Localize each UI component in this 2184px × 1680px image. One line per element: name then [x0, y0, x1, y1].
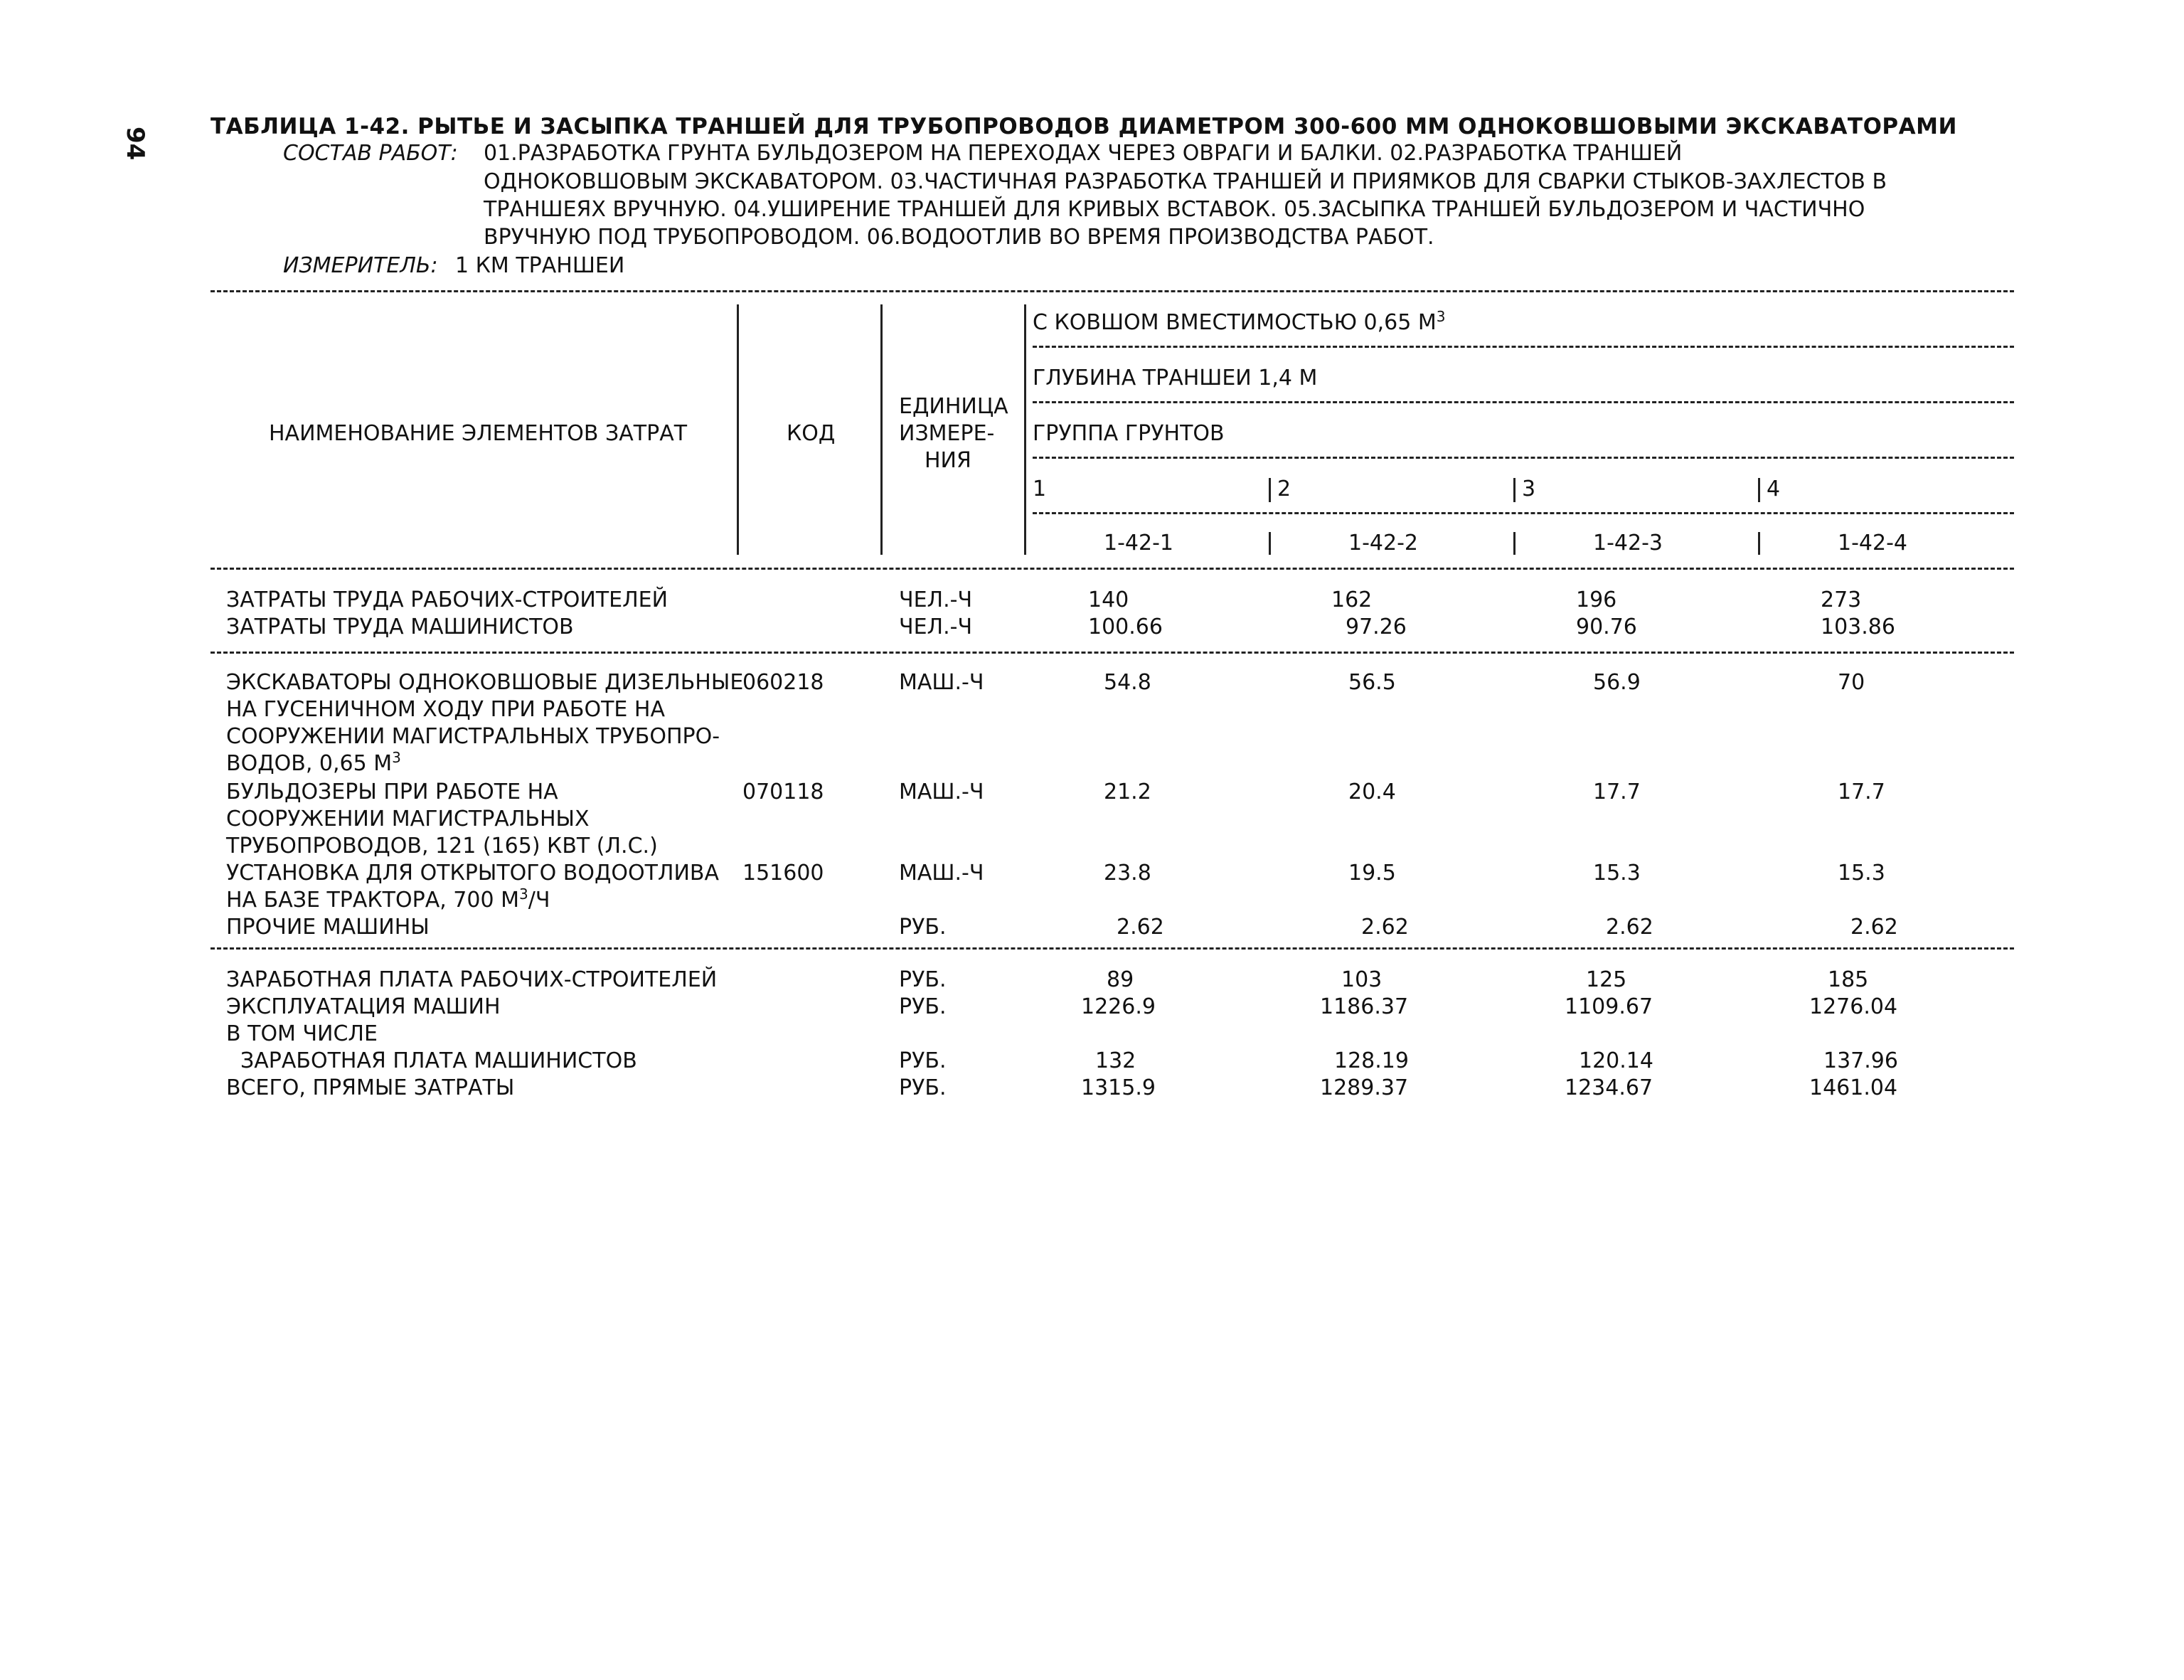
row-bulldozer-name-1: БУЛЬДОЗЕРЫ ПРИ РАБОТЕ НА — [226, 780, 558, 804]
page-number: 94 — [121, 127, 149, 161]
group-divider-3 — [1513, 478, 1516, 502]
header-rule-1 — [1033, 346, 2014, 348]
row-other-machines-v1: 2.62 — [1117, 915, 1164, 940]
measure-label: ИЗМЕРИТЕЛЬ: — [283, 253, 438, 278]
group-4: 4 — [1767, 477, 1781, 501]
row-labor-operators-v2: 97.26 — [1346, 615, 1407, 639]
header-rule-4 — [1033, 512, 2014, 514]
code-divider-4 — [1758, 532, 1760, 555]
code-divider-2 — [1269, 532, 1271, 555]
header-code: КОД — [787, 421, 836, 446]
row-labor-workers-unit: ЧЕЛ.-Ч — [899, 588, 973, 612]
row-bulldozer-code: 070118 — [742, 780, 824, 804]
row-machine-operation-v3: 1109.67 — [1565, 994, 1653, 1019]
row-drainage-unit: МАШ.-Ч — [899, 861, 984, 886]
header-divider-name — [737, 304, 739, 555]
header-name: НАИМЕНОВАНИЕ ЭЛЕМЕНТОВ ЗАТРАТ — [269, 421, 688, 446]
row-machine-operation-unit: РУБ. — [899, 994, 947, 1019]
header-divider-code — [880, 304, 883, 555]
row-total-direct-v4: 1461.04 — [1809, 1075, 1898, 1100]
code-1-42-2: 1-42-2 — [1348, 531, 1418, 555]
row-drainage-v4: 15.3 — [1838, 861, 1885, 886]
row-wages-operators-v3: 120.14 — [1579, 1048, 1653, 1073]
row-excavator-v1: 54.8 — [1104, 670, 1151, 695]
row-machine-operation-v4: 1276.04 — [1809, 994, 1898, 1019]
row-labor-workers-v2: 162 — [1331, 588, 1373, 612]
row-excavator-name-2: НА ГУСЕНИЧНОМ ХОДУ ПРИ РАБОТЕ НА — [226, 697, 666, 722]
group-divider-4 — [1758, 478, 1760, 502]
row-wages-operators-v4: 137.96 — [1823, 1048, 1898, 1073]
row-drainage-v2: 19.5 — [1348, 861, 1396, 886]
row-total-direct-v2: 1289.37 — [1320, 1075, 1409, 1100]
group-divider-2 — [1269, 478, 1271, 502]
row-excavator-name-1: ЭКСКАВАТОРЫ ОДНОКОВШОВЫЕ ДИЗЕЛЬНЫЕ — [226, 670, 744, 695]
row-bulldozer-v4: 17.7 — [1838, 780, 1885, 804]
row-total-direct-unit: РУБ. — [899, 1075, 947, 1100]
row-labor-workers-v3: 196 — [1576, 588, 1617, 612]
row-other-machines-v2: 2.62 — [1361, 915, 1409, 940]
row-excavator-v3: 56.9 — [1593, 670, 1641, 695]
row-excavator-code: 060218 — [742, 670, 824, 695]
code-1-42-3: 1-42-3 — [1593, 531, 1663, 555]
header-soil-group: ГРУППА ГРУНТОВ — [1033, 421, 1225, 446]
measure-value: 1 КМ ТРАНШЕИ — [455, 253, 625, 278]
row-labor-workers-v4: 273 — [1821, 588, 1862, 612]
row-other-machines-name: ПРОЧИЕ МАШИНЫ — [226, 915, 430, 940]
row-wages-workers-v4: 185 — [1828, 967, 1869, 992]
row-total-direct-v1: 1315.9 — [1081, 1075, 1156, 1100]
composition-line-3: ТРАНШЕЯХ ВРУЧНУЮ. 04.УШИРЕНИЕ ТРАНШЕЙ ДЛЯ КРИВЫХ ВСТАВОК. 05.ЗАСЫПКА ТРАНШЕЙ БУЛЬДОЗЕРОМ И ЧАСТИЧНО — [484, 197, 1865, 222]
row-including-label: В ТОМ ЧИСЛЕ — [226, 1021, 378, 1046]
table-title: ТАБЛИЦА 1-42. РЫТЬЕ И ЗАСЫПКА ТРАНШЕЙ ДЛЯ ТРУБОПРОВОДОВ ДИАМЕТРОМ 300-600 ММ ОДНОКОВШОВЫМИ ЭКСКАВАТОРАМИ — [211, 114, 1957, 139]
header-depth: ГЛУБИНА ТРАНШЕИ 1,4 М — [1033, 366, 1318, 390]
row-excavator-v4: 70 — [1838, 670, 1865, 695]
row-bulldozer-name-3: ТРУБОПРОВОДОВ, 121 (165) КВТ (Л.С.) — [226, 834, 658, 858]
composition-label: СОСТАВ РАБОТ: — [283, 141, 458, 166]
header-rule-2 — [1033, 401, 2014, 403]
section1-rule — [211, 652, 2014, 654]
row-wages-workers-v3: 125 — [1586, 967, 1627, 992]
header-bucket: С КОВШОМ ВМЕСТИМОСТЬЮ 0,65 $М^3$ — [1033, 308, 1446, 335]
row-other-machines-v4: 2.62 — [1850, 915, 1898, 940]
row-other-machines-v3: 2.62 — [1606, 915, 1653, 940]
row-drainage-v1: 23.8 — [1104, 861, 1151, 886]
header-divider-unit — [1024, 304, 1026, 555]
row-drainage-v3: 15.3 — [1593, 861, 1641, 886]
row-drainage-name-1: УСТАНОВКА ДЛЯ ОТКРЫТОГО ВОДООТЛИВА — [226, 861, 720, 886]
row-excavator-name-4: ВОДОВ, 0,65 $М^3$ — [226, 749, 401, 776]
row-excavator-unit: МАШ.-Ч — [899, 670, 984, 695]
row-other-machines-unit: РУБ. — [899, 915, 947, 940]
row-wages-workers-v2: 103 — [1341, 967, 1383, 992]
code-1-42-1: 1-42-1 — [1104, 531, 1173, 555]
row-wages-operators-v1: 132 — [1095, 1048, 1136, 1073]
row-excavator-v2: 56.5 — [1348, 670, 1396, 695]
header-bottom-rule — [211, 568, 2014, 570]
row-wages-operators-unit: РУБ. — [899, 1048, 947, 1073]
row-wages-workers-name: ЗАРАБОТНАЯ ПЛАТА РАБОЧИХ-СТРОИТЕЛЕЙ — [226, 967, 718, 992]
row-machine-operation-v1: 1226.9 — [1081, 994, 1156, 1019]
table-top-rule — [211, 290, 2014, 292]
row-labor-workers-name: ЗАТРАТЫ ТРУДА РАБОЧИХ-СТРОИТЕЛЕЙ — [226, 588, 668, 612]
row-bulldozer-v3: 17.7 — [1593, 780, 1641, 804]
row-bulldozer-v2: 20.4 — [1348, 780, 1396, 804]
row-total-direct-name: ВСЕГО, ПРЯМЫЕ ЗАТРАТЫ — [226, 1075, 515, 1100]
row-drainage-name-2: НА БАЗЕ ТРАКТОРА, 700 $М^3/Ч$ — [226, 886, 550, 913]
row-bulldozer-v1: 21.2 — [1104, 780, 1151, 804]
row-total-direct-v3: 1234.67 — [1565, 1075, 1653, 1100]
composition-line-2: ОДНОКОВШОВЫМ ЭКСКАВАТОРОМ. 03.ЧАСТИЧНАЯ РАЗРАБОТКА ТРАНШЕЙ И ПРИЯМКОВ ДЛЯ СВАРКИ СТЫКОВ-ЗАХЛЕСТОВ В — [484, 169, 1887, 194]
row-wages-operators-v2: 128.19 — [1334, 1048, 1409, 1073]
section2-rule — [211, 947, 2014, 950]
header-unit-1: ЕДИНИЦА — [899, 394, 1008, 419]
header-unit-3: НИЯ — [925, 448, 971, 473]
group-3: 3 — [1522, 477, 1536, 501]
row-wages-workers-v1: 89 — [1107, 967, 1134, 992]
header-unit-2: ИЗМЕРЕ- — [899, 421, 995, 446]
row-machine-operation-name: ЭКСПЛУАТАЦИЯ МАШИН — [226, 994, 501, 1019]
row-wages-workers-unit: РУБ. — [899, 967, 947, 992]
composition-line-1: 01.РАЗРАБОТКА ГРУНТА БУЛЬДОЗЕРОМ НА ПЕРЕХОДАХ ЧЕРЕЗ ОВРАГИ И БАЛКИ. 02.РАЗРАБОТКА ТРАНШЕЙ — [484, 141, 1683, 166]
row-excavator-name-3: СООРУЖЕНИИ МАГИСТРАЛЬНЫХ ТРУБОПРО- — [226, 724, 720, 749]
code-divider-3 — [1513, 532, 1516, 555]
row-labor-operators-v3: 90.76 — [1576, 615, 1637, 639]
row-wages-operators-name: ЗАРАБОТНАЯ ПЛАТА МАШИНИСТОВ — [240, 1048, 637, 1073]
row-labor-operators-v4: 103.86 — [1821, 615, 1895, 639]
code-1-42-4: 1-42-4 — [1838, 531, 1907, 555]
row-bulldozer-name-2: СООРУЖЕНИИ МАГИСТРАЛЬНЫХ — [226, 807, 590, 831]
group-2: 2 — [1277, 477, 1291, 501]
row-machine-operation-v2: 1186.37 — [1320, 994, 1409, 1019]
group-1: 1 — [1033, 477, 1047, 501]
row-labor-workers-v1: 140 — [1088, 588, 1129, 612]
row-labor-operators-unit: ЧЕЛ.-Ч — [899, 615, 973, 639]
row-bulldozer-unit: МАШ.-Ч — [899, 780, 984, 804]
row-labor-operators-name: ЗАТРАТЫ ТРУДА МАШИНИСТОВ — [226, 615, 574, 639]
header-rule-3 — [1033, 457, 2014, 459]
row-drainage-code: 151600 — [742, 861, 824, 886]
composition-line-4: ВРУЧНУЮ ПОД ТРУБОПРОВОДОМ. 06.ВОДООТЛИВ ВО ВРЕМЯ ПРОИЗВОДСТВА РАБОТ. — [484, 225, 1434, 250]
row-labor-operators-v1: 100.66 — [1088, 615, 1163, 639]
